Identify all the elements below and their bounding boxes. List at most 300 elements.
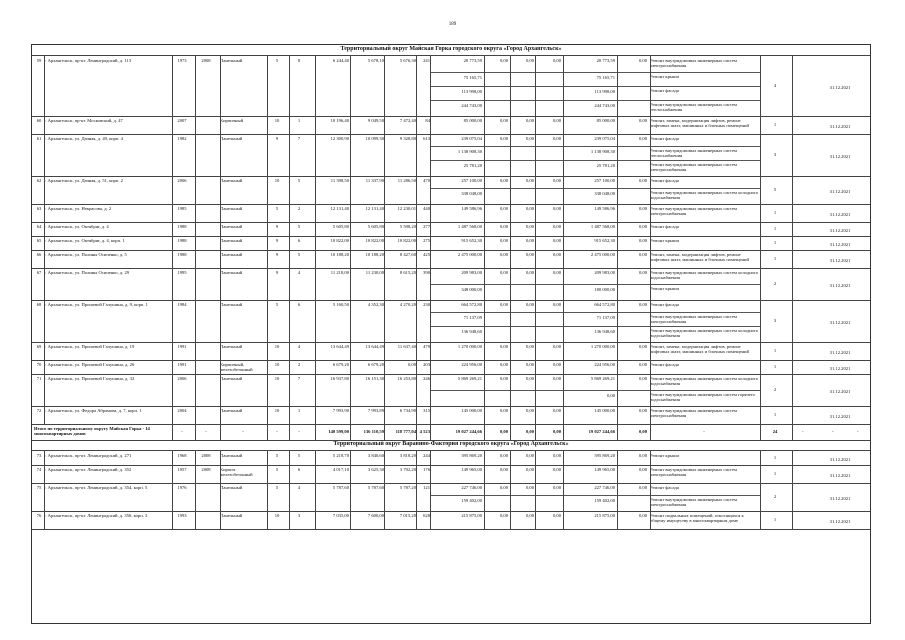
cell-cost: 1 138 908,30 — [457, 149, 482, 154]
cell-c1: 0,00 — [499, 238, 508, 243]
cell-cnt: 5 — [773, 187, 777, 192]
cell-date: 31.12.2021 — [829, 519, 851, 524]
column-divider — [650, 56, 651, 424]
cell-c5: 0,00 — [638, 376, 647, 381]
cell-a2: 4 352,30 — [367, 302, 384, 307]
cell-mat: Панельный — [220, 485, 243, 490]
cell-a3: 12 230,01 — [397, 206, 416, 211]
cell-c5: 0,00 — [638, 136, 647, 141]
cell-c2: 0,00 — [525, 302, 534, 307]
cell-c2: 0,00 — [525, 224, 534, 229]
cell-res: 244 — [423, 453, 430, 458]
cell-a2: 12 131,40 — [365, 206, 384, 211]
cell-y1: 1984 — [177, 302, 187, 307]
cell-y1: 2006 — [177, 376, 187, 381]
cell-a3: 5 787,20 — [399, 485, 416, 490]
column-divider — [535, 424, 536, 440]
total-d5: - — [298, 429, 300, 434]
cell-res: 277 — [423, 224, 430, 229]
cell-mat: Кирпичный, железобетонный — [220, 362, 253, 373]
cell-date: 31.12.2021 — [829, 350, 851, 355]
cell-addr: г. Архангельск, ул. Дачная, д. 49, корп. 4 — [44, 136, 123, 141]
total-a1: 140 599,00 — [328, 429, 349, 434]
cell-n: 75 — [36, 485, 42, 490]
cell-c5: 0,00 — [638, 302, 647, 307]
cell-y1: 1976 — [177, 485, 187, 490]
cell-work: Ремонт крыши — [650, 286, 679, 291]
total-e2: - — [832, 429, 834, 434]
cell-a2: 10 822,00 — [365, 238, 384, 243]
row-divider — [32, 134, 870, 135]
cell-date: 31.12.2021 — [829, 154, 851, 159]
cell-en: 4 — [297, 485, 301, 490]
cell-y1: 1985 — [177, 206, 187, 211]
sub-row-divider — [430, 146, 760, 147]
cell-addr: г. Архангельск, ул. Прошевой Галушина, д. 9, корп. 1 — [44, 302, 148, 307]
cell-res: 230 — [423, 302, 430, 307]
cell-cost: 227 746,00 — [461, 485, 482, 490]
cell-fl: 10 — [274, 376, 280, 381]
cell-a1: 6 244,40 — [332, 58, 349, 63]
total-c3: 0,00 — [552, 429, 561, 434]
cell-c3: 0,00 — [552, 302, 561, 307]
cell-date: 31.12.2021 — [829, 212, 851, 217]
cell-c5: 0,00 — [638, 58, 647, 63]
cell-work: Ремонт фасада — [650, 178, 679, 183]
row-divider — [32, 511, 870, 512]
cell-a3: 0,00 — [407, 362, 416, 367]
cell-work: Ремонт внутридомовых инженерных систем электроснабжения — [650, 408, 737, 419]
sub-row-divider — [430, 100, 760, 101]
cell-a3: 11 286,50 — [397, 178, 416, 183]
cell-work: Ремонт внутридомовых инженерных систем электроснабжения — [650, 162, 737, 173]
cell-a1: 12 131,40 — [330, 206, 349, 211]
cell-c1: 0,00 — [499, 270, 508, 275]
column-divider — [510, 56, 511, 424]
cell-c1: 0,00 — [499, 453, 508, 458]
cell-c4: 664 572,80 — [594, 302, 615, 307]
cell-a1: 10 822,00 — [330, 238, 349, 243]
total-label: Итого по территориальному округу Майская Горка - 14 многоквартирных домов — [34, 426, 150, 437]
cell-addr: г. Архангельск, ул. Федора Абрамова, д. 7, корп. 1 — [44, 408, 142, 413]
cell-c4: 227 746,00 — [594, 485, 615, 490]
cell-work: Ремонт крыши — [650, 238, 679, 243]
cell-a2: 9 049,50 — [367, 118, 384, 123]
cell-en: 4 — [297, 344, 301, 349]
cell-a2: 13 644,49 — [365, 344, 384, 349]
cell-n: 61 — [36, 136, 42, 141]
cell-c5: 0,00 — [638, 344, 647, 349]
cell-cost: 915 652,30 — [461, 238, 482, 243]
cell-mat: Панельный — [220, 270, 243, 275]
cell-c5: 0,00 — [638, 513, 647, 518]
cell-n: 70 — [36, 362, 42, 367]
cell-a3: 11 637,40 — [397, 344, 416, 349]
column-divider — [484, 451, 485, 529]
cell-a1: 5 605,80 — [332, 224, 349, 229]
cell-en: 6 — [297, 467, 301, 472]
cell-date: 31.12.2021 — [829, 457, 851, 462]
cell-a3: 10 822,00 — [397, 238, 416, 243]
cell-work: Ремонт, замена, модернизация лифтов, ремонт лифтовых шахт, машинных и блочных помещений — [650, 252, 749, 263]
cell-c4: 85 000,00 — [596, 118, 615, 123]
column-divider — [510, 451, 511, 529]
cell-mat: Панельный — [220, 238, 243, 243]
cell-cnt: 4 — [773, 83, 777, 88]
cell-n: 62 — [36, 178, 42, 183]
cell-fl: 10 — [274, 513, 280, 518]
cell-mat: Панельный — [220, 178, 243, 183]
cell-a2: 10 188,20 — [365, 252, 384, 257]
sub-row-divider — [430, 284, 760, 285]
cell-work: Ремонт внутридомовых инженерных систем холодного водоснабжения — [650, 190, 759, 201]
cell-cnt: 1 — [773, 471, 777, 476]
column-divider — [195, 56, 196, 424]
cell-addr: г. Архангельск, пр-кт. Ленинградский, д. 356, корп. 3 — [44, 513, 148, 518]
cell-a2: 6 679,20 — [367, 362, 384, 367]
cell-a2: 16 151,30 — [365, 376, 384, 381]
cell-a3: 4 270,20 — [399, 302, 416, 307]
sub-row-divider — [430, 326, 760, 327]
cell-a2: 5 787,60 — [367, 485, 384, 490]
cell-c2: 0,00 — [525, 136, 534, 141]
cell-fl: 9 — [275, 270, 279, 275]
cell-cost: 239 075,04 — [461, 136, 482, 141]
cell-c2: 0,00 — [525, 344, 534, 349]
cell-c4: 1 487 568,00 — [590, 224, 615, 229]
cell-n: 65 — [36, 238, 42, 243]
cell-c5: 0,00 — [638, 238, 647, 243]
cell-c4: 5 869 269,21 — [590, 376, 615, 381]
cell-work: Ремонт фасада — [650, 88, 679, 93]
cell-a3: 7 472,40 — [399, 118, 416, 123]
cell-cnt: 1 — [773, 364, 777, 369]
cell-res: 425 — [423, 252, 430, 257]
cell-c3: 0,00 — [552, 206, 561, 211]
cell-en: 2 — [297, 362, 301, 367]
cell-cost: 159 402,00 — [461, 498, 482, 503]
cell-y2: 2008 — [201, 467, 211, 472]
cell-fl: 10 — [274, 178, 280, 183]
cell-cost: 20 773,59 — [463, 58, 482, 63]
cell-c1: 0,00 — [499, 344, 508, 349]
column-divider — [760, 451, 761, 529]
cell-c1: 0,00 — [499, 408, 508, 413]
cell-en: 6 — [297, 238, 301, 243]
cell-c2: 0,00 — [525, 467, 534, 472]
cell-c4: 145 000,00 — [594, 408, 615, 413]
total-res: 4 523 — [419, 429, 430, 434]
column-divider — [315, 56, 316, 424]
cell-c4: 244 743,00 — [594, 103, 615, 108]
cell-en: 7 — [297, 136, 301, 141]
column-divider — [315, 451, 316, 529]
column-divider — [563, 451, 564, 529]
cell-en: 5 — [297, 453, 301, 458]
column-divider — [195, 424, 196, 440]
column-divider — [195, 451, 196, 529]
cell-date: 31.12.2021 — [829, 496, 851, 501]
cell-n: 64 — [36, 224, 42, 229]
cell-date: 31.12.2021 — [829, 389, 851, 394]
column-divider — [384, 451, 385, 529]
cell-a3: 6 734,90 — [399, 408, 416, 413]
cell-cnt: 2 — [773, 281, 777, 286]
total-d4: - — [276, 429, 278, 434]
cell-y1: 1995 — [177, 270, 187, 275]
cell-a3: 3 702,20 — [399, 467, 416, 472]
cell-c5: 0,00 — [638, 485, 647, 490]
cell-c2: 0,00 — [525, 408, 534, 413]
cell-work: Ремонт внутридомовых инженерных систем холодного водоснабжения — [650, 376, 759, 387]
cell-cost: 209 983,00 — [461, 270, 482, 275]
cell-a1: 11 398,50 — [330, 178, 349, 183]
cell-res: 470 — [423, 178, 430, 183]
cell-a1: 10 196,40 — [330, 118, 349, 123]
cell-fl: 5 — [275, 302, 279, 307]
cell-y1: 1988 — [177, 238, 187, 243]
cell-addr: г. Архангельск, пр-кт. Ленинградский, д. 354, корп. 5 — [44, 485, 148, 490]
column-divider — [650, 424, 651, 440]
cell-work: Ремонт внутридомовых инженерных систем холодного водоснабжения — [650, 328, 759, 339]
cell-c1: 0,00 — [499, 224, 508, 229]
cell-cnt: 1 — [773, 122, 777, 127]
cell-c5: 0,00 — [638, 178, 647, 183]
cell-n: 74 — [36, 467, 42, 472]
cell-n: 63 — [36, 206, 42, 211]
total-e3: - — [857, 429, 859, 434]
cell-c5: 0,00 — [638, 270, 647, 275]
cell-res: 390 — [423, 270, 430, 275]
cell-c4: 71 137,09 — [596, 315, 615, 320]
cell-c5: 0,00 — [638, 408, 647, 413]
cell-addr: г. Архангельск, ул. Некрасова, д. 2 — [44, 206, 112, 211]
cell-fl: 10 — [274, 362, 280, 367]
cell-fl: 5 — [275, 485, 279, 490]
cell-date: 31.12.2021 — [829, 85, 851, 90]
cell-c4: 209 983,00 — [594, 270, 615, 275]
column-divider — [172, 424, 173, 440]
cell-c1: 0,00 — [499, 136, 508, 141]
cell-n: 66 — [36, 252, 42, 257]
cell-cost: 395 869,20 — [461, 453, 482, 458]
cell-work: Ремонт крыши — [650, 74, 679, 79]
cell-c3: 0,00 — [552, 408, 561, 413]
cell-en: 5 — [297, 224, 301, 229]
section-title: Территориальный округ Майская Горка городского округа «Город Архангельск» — [340, 46, 562, 52]
column-divider — [220, 424, 221, 440]
cell-fl: 9 — [275, 238, 279, 243]
cell-work: Ремонт внутридомовых инженерных систем электроснабжения — [650, 58, 737, 69]
total-cost: 19 027 244,66 — [455, 429, 482, 434]
row-divider — [32, 176, 870, 177]
cell-c1: 0,00 — [499, 467, 508, 472]
cell-c4: 20 773,59 — [596, 58, 615, 63]
cell-res: 613 — [423, 136, 430, 141]
cell-cnt: 1 — [773, 455, 777, 460]
cell-c2: 0,00 — [525, 485, 534, 490]
cell-c2: 0,00 — [525, 376, 534, 381]
sub-row-divider — [430, 390, 760, 391]
cell-cost: 136 948,60 — [461, 329, 482, 334]
cell-res: 246 — [423, 376, 430, 381]
cell-c1: 0,00 — [499, 178, 508, 183]
cell-c4: 75 165,71 — [596, 75, 615, 80]
cell-a3: 5 676,30 — [399, 58, 416, 63]
cell-c2: 0,00 — [525, 270, 534, 275]
cell-mat: Панельный — [220, 344, 243, 349]
cell-c3: 0,00 — [552, 376, 561, 381]
cell-cost: 244 743,00 — [461, 103, 482, 108]
row-divider — [32, 374, 870, 375]
cell-en: 5 — [297, 252, 301, 257]
cell-c3: 0,00 — [552, 513, 561, 518]
column-divider — [510, 424, 511, 440]
cell-c4: 149 586,96 — [594, 206, 615, 211]
cell-date: 31.12.2021 — [829, 283, 851, 288]
cell-a1: 13 644,49 — [330, 344, 349, 349]
cell-c1: 0,00 — [499, 118, 508, 123]
cell-c1: 0,00 — [499, 206, 508, 211]
cell-c4: 215 875,00 — [594, 513, 615, 518]
cell-c4: 0,00 — [606, 393, 615, 398]
sub-row-divider — [430, 72, 760, 73]
column-divider — [172, 56, 173, 424]
cell-mat: Кирпич. железобетонный — [220, 467, 253, 478]
cell-c3: 0,00 — [552, 224, 561, 229]
cell-a1: 12 300,90 — [330, 136, 349, 141]
cell-cnt: 1 — [773, 210, 777, 215]
cell-res: 315 — [423, 408, 430, 413]
cell-c1: 0,00 — [499, 513, 508, 518]
cell-c3: 0,00 — [552, 118, 561, 123]
cell-c1: 0,00 — [499, 485, 508, 490]
cell-work: Ремонт внутридомовых инженерных систем электроснабжения — [650, 467, 737, 478]
cell-work: Ремонт, замена, модернизация лифтов, ремонт лифтовых шахт, машинных и блочных помещений — [650, 118, 749, 129]
cell-c4: 338 048,00 — [594, 191, 615, 196]
row-divider — [32, 204, 870, 205]
page-number: 189 — [448, 22, 457, 27]
cell-c5: 0,00 — [638, 252, 647, 257]
sub-row-divider — [430, 86, 760, 87]
column-divider — [289, 451, 290, 529]
cell-work: Ремонт фасада — [650, 302, 679, 307]
cell-c4: 395 869,20 — [594, 453, 615, 458]
cell-c3: 0,00 — [552, 467, 561, 472]
cell-cost: 149 586,96 — [461, 206, 482, 211]
cell-cost: 215 875,00 — [461, 513, 482, 518]
cell-c3: 0,00 — [552, 136, 561, 141]
row-divider — [32, 424, 870, 425]
cell-c3: 0,00 — [552, 344, 561, 349]
cell-c3: 0,00 — [552, 485, 561, 490]
cell-n: 68 — [36, 302, 42, 307]
row-divider — [32, 342, 870, 343]
cell-y1: 1968 — [177, 453, 187, 458]
column-divider — [792, 451, 793, 529]
column-divider — [617, 451, 618, 529]
cell-cnt: 1 — [773, 348, 777, 353]
cell-mat: Панельный — [220, 513, 243, 518]
cell-y1: 1988 — [177, 252, 187, 257]
cell-addr: г. Архангельск, ул. Октябрят, д. 4, корп. 1 — [44, 238, 125, 243]
cell-cost: 113 998,00 — [461, 89, 482, 94]
column-divider — [416, 451, 417, 529]
cell-a1: 4 017,10 — [332, 467, 349, 472]
total-d2: - — [205, 429, 207, 434]
cell-y1: 1973 — [177, 58, 187, 63]
cell-addr: г. Архангельск, пр-кт. Ленинградский, д. 113 — [44, 58, 132, 63]
column-divider — [535, 451, 536, 529]
cell-res: 121 — [423, 485, 430, 490]
cell-c5: 0,00 — [638, 453, 647, 458]
cell-en: 4 — [297, 270, 301, 275]
cell-fl: 9 — [275, 252, 279, 257]
cell-cost: 348 000,00 — [461, 287, 482, 292]
column-divider — [220, 56, 221, 424]
section-title: Территориальный округ Варавино-Фактория городского округа «Город Архангельск» — [333, 441, 569, 447]
cell-work: Ремонт внутридомовых инженерных систем горячего водоснабжения — [650, 392, 755, 403]
row-divider — [32, 55, 870, 56]
cell-work: Ремонт внутридомовых инженерных систем теплоснабжения — [650, 148, 737, 159]
column-divider — [792, 424, 793, 440]
column-divider — [44, 451, 45, 529]
cell-cnt: 2 — [773, 387, 777, 392]
cell-c4: 159 402,00 — [594, 498, 615, 503]
cell-n: 73 — [36, 453, 42, 458]
total-c1: 0,00 — [499, 429, 508, 434]
cell-c4: 239 075,04 — [594, 136, 615, 141]
row-divider — [32, 116, 870, 117]
cell-en: 3 — [297, 513, 301, 518]
cell-res: 275 — [423, 238, 430, 243]
cell-addr: г. Архангельск, ул. Прошевой Галушина, д. 26 — [44, 362, 135, 367]
cell-y1: 2007 — [177, 118, 187, 123]
cell-cnt: 1 — [773, 226, 777, 231]
cell-c4: 113 998,00 — [594, 89, 615, 94]
column-divider — [350, 56, 351, 424]
total-a2: 136 110,59 — [363, 429, 384, 434]
cell-addr: г. Архангельск, ул. Прошевой Галушина, д. 32 — [44, 376, 135, 381]
cell-cost: 5 869 269,21 — [457, 376, 482, 381]
cell-y1: 1988 — [177, 224, 187, 229]
cell-a3: 16 253,80 — [397, 376, 416, 381]
cell-addr: г. Архангельск, ул. Полины Осипенко, д. 5 — [44, 252, 127, 257]
cell-a3: 7 015,20 — [399, 513, 416, 518]
cell-n: 72 — [36, 408, 42, 413]
cell-addr: г. Архангельск, пр-кт. Московский, д. 47 — [44, 118, 123, 123]
column-divider — [617, 56, 618, 424]
column-divider — [650, 451, 651, 529]
cell-a2: 3 840,60 — [367, 453, 384, 458]
column-divider — [172, 451, 173, 529]
cell-res: 84 — [425, 118, 430, 123]
cell-en: 7 — [297, 376, 301, 381]
cell-cost: 338 048,00 — [461, 191, 482, 196]
cell-c2: 0,00 — [525, 513, 534, 518]
cell-c3: 0,00 — [552, 252, 561, 257]
cell-y2: 2008 — [201, 453, 211, 458]
cell-fl: 5 — [275, 453, 279, 458]
cell-work: Ремонт внутридомовых инженерных систем электроснабжения — [650, 314, 737, 325]
cell-a1: 7 035,00 — [332, 513, 349, 518]
cell-cnt: 1 — [773, 517, 777, 522]
column-divider — [350, 424, 351, 440]
cell-en: 1 — [297, 408, 301, 413]
total-work: - — [703, 429, 705, 434]
cell-c4: 257 100,00 — [594, 178, 615, 183]
row-divider — [32, 250, 870, 251]
